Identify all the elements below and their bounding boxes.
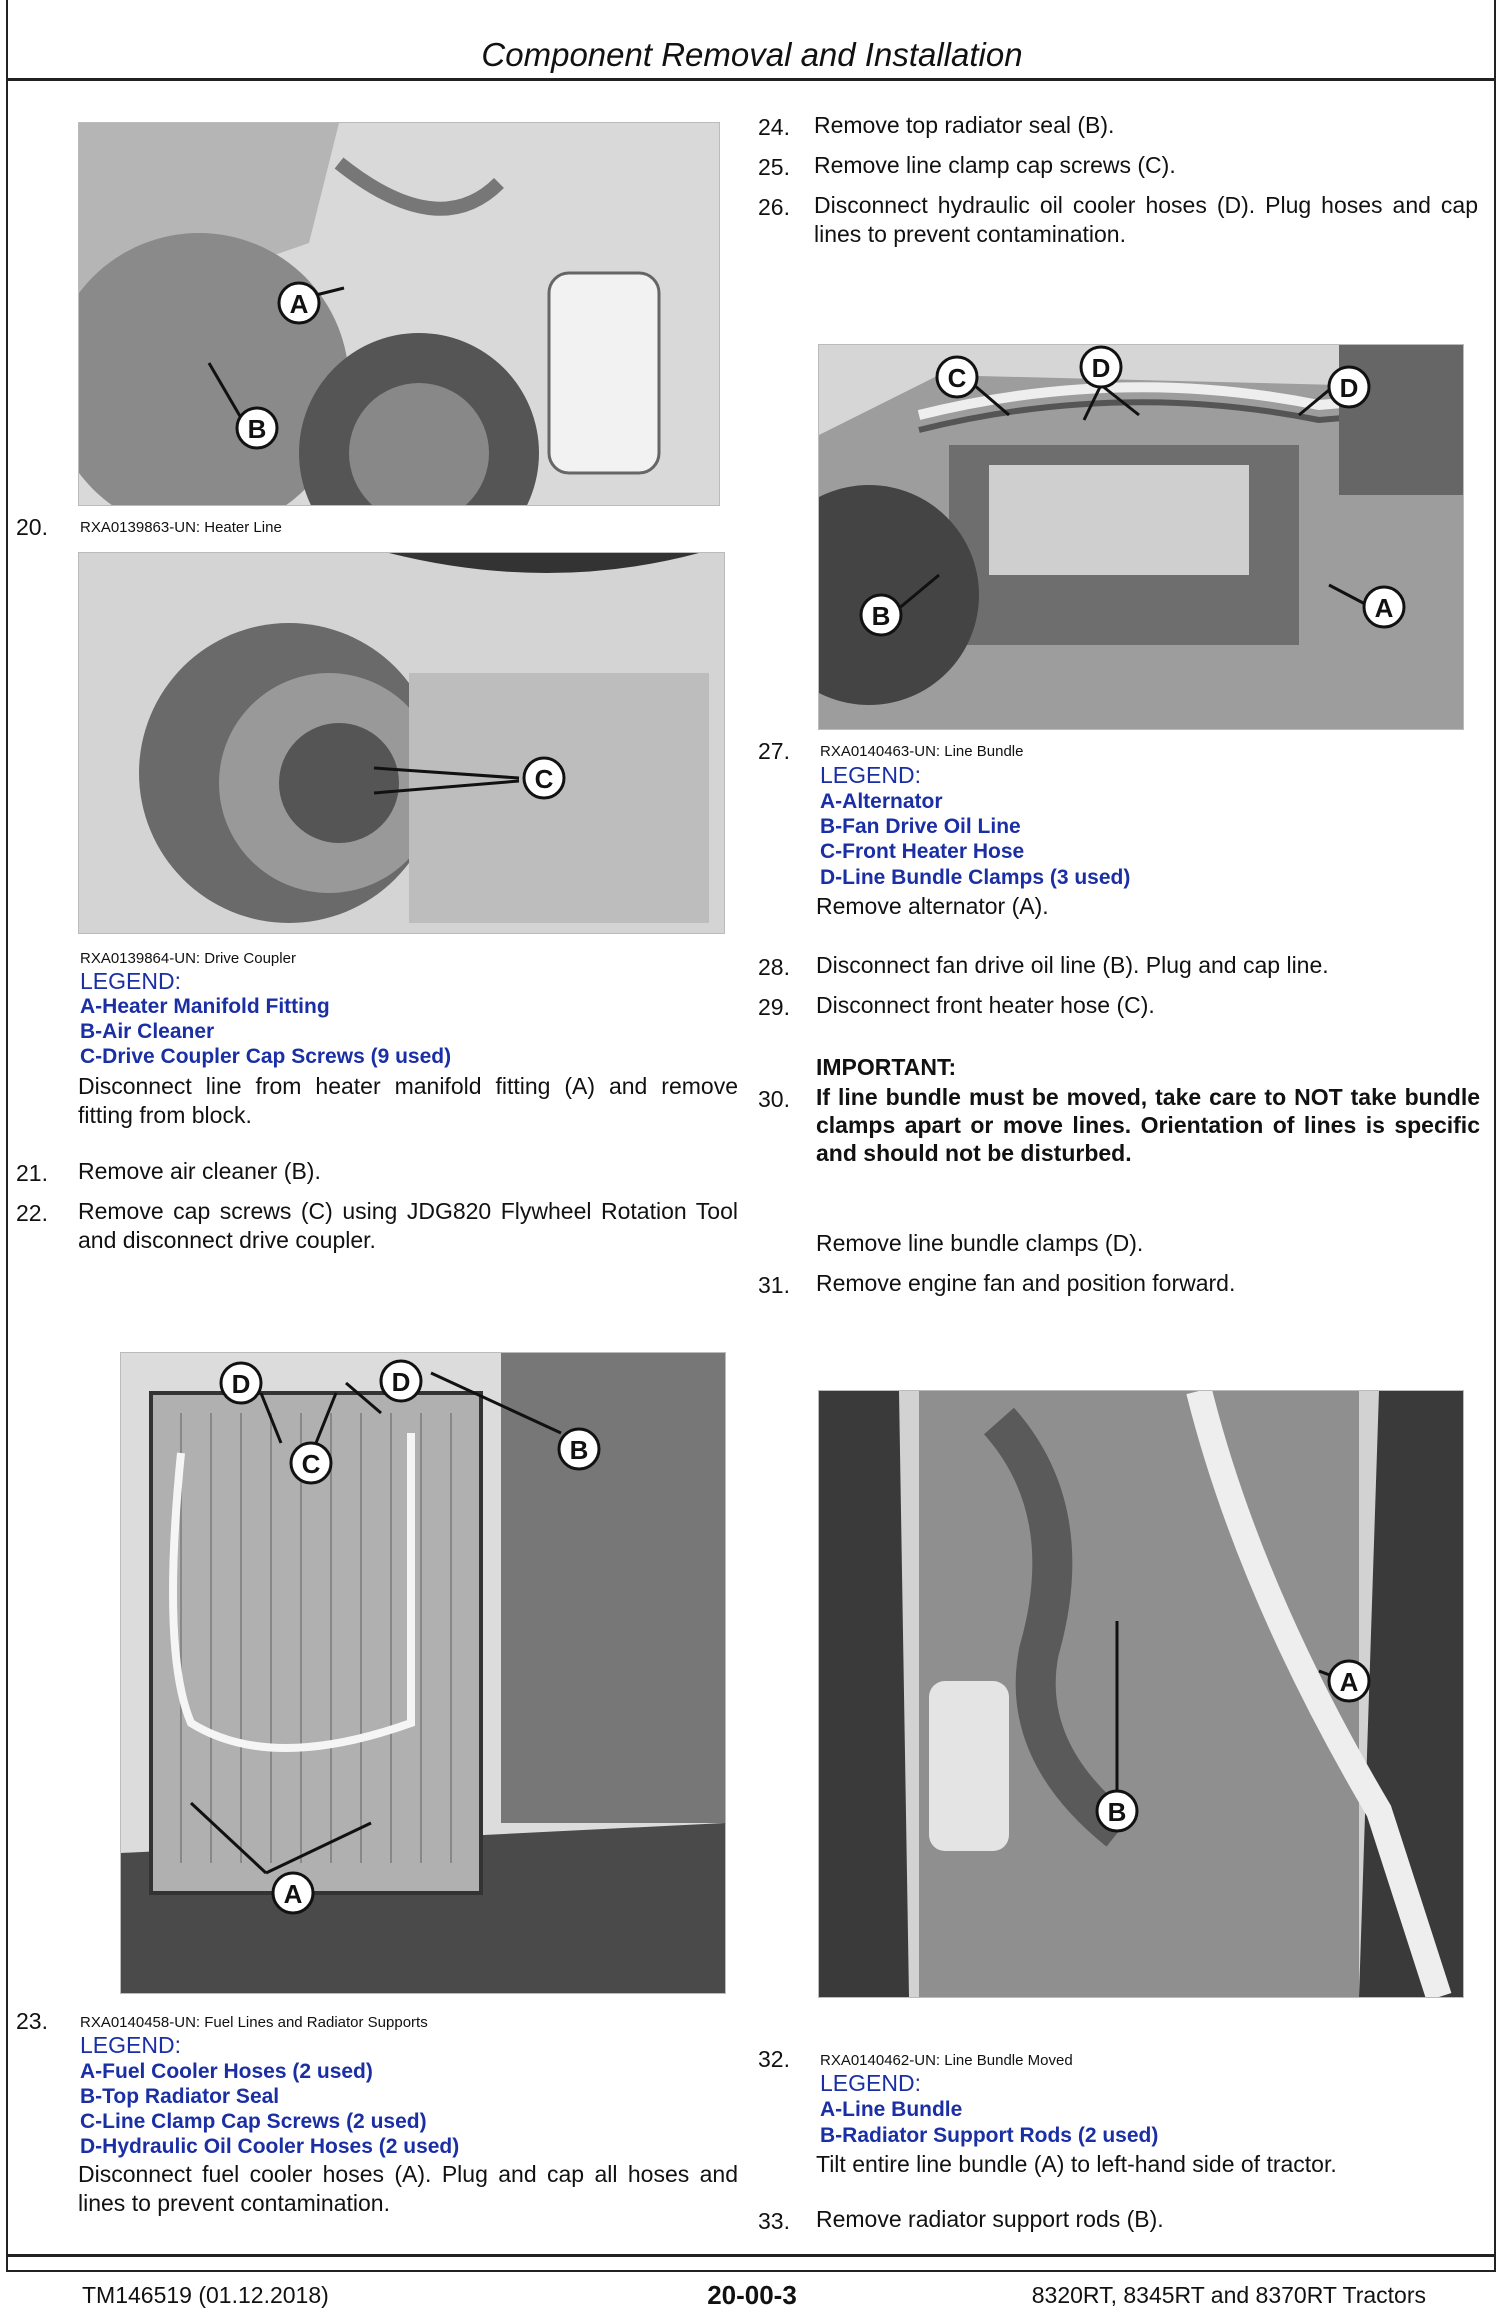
figure-caption: RXA0140462-UN: Line Bundle Moved: [820, 2052, 1073, 2069]
legend-item: C-Front Heater Hose: [820, 840, 1025, 863]
legend-title: LEGEND:: [820, 2070, 921, 2096]
legend-item: C-Drive Coupler Cap Screws (9 used): [80, 1045, 452, 1068]
step-text: Remove line clamp cap screws (C).: [814, 152, 1176, 178]
important-label: IMPORTANT:: [816, 1054, 957, 1080]
step-text: Tilt entire line bundle (A) to left-hand side of tractor.: [816, 2151, 1337, 2177]
legend-item: B-Top Radiator Seal: [80, 2085, 280, 2108]
callout-d: D: [1091, 353, 1111, 383]
figure-line-bundle-moved: [818, 1390, 1464, 1998]
step-number: 27.: [758, 738, 790, 764]
callout-b: B: [569, 1435, 589, 1465]
legend-item: B-Fan Drive Oil Line: [820, 815, 1021, 838]
important-text: If line bundle must be moved, take care to NOT take bundle clamps apart or move lines. Orientation of lines is specific and should not be disturbed.: [816, 1084, 1480, 1166]
step-text: Disconnect front heater hose (C).: [816, 992, 1155, 1018]
step-text: Remove radiator support rods (B).: [816, 2206, 1164, 2232]
page-title: Component Removal and Installation: [481, 36, 1023, 73]
callout-d: D: [231, 1369, 251, 1399]
step-text: Remove alternator (A).: [816, 893, 1049, 919]
step-text: Remove engine fan and position forward.: [816, 1270, 1236, 1296]
step-number: 23.: [16, 2008, 48, 2034]
callout-b: B: [247, 414, 267, 444]
callout-d: D: [391, 1367, 411, 1397]
step-text: Remove line bundle clamps (D).: [816, 1230, 1144, 1256]
callout-a: A: [283, 1879, 303, 1909]
step-number: 28.: [758, 954, 790, 980]
step-number: 29.: [758, 994, 790, 1020]
footer-doc-id: TM146519 (01.12.2018): [82, 2282, 329, 2308]
step-text: Disconnect line from heater manifold fitting (A) and remove fitting from block.: [78, 1073, 738, 1128]
step-text: Remove top radiator seal (B).: [814, 112, 1115, 138]
step-number: 33.: [758, 2208, 790, 2234]
callout-a: A: [1339, 1667, 1359, 1697]
callout-c: C: [947, 363, 967, 393]
legend-title: LEGEND:: [80, 2032, 181, 2058]
legend-item: A-Alternator: [820, 790, 943, 813]
step-text: Disconnect fuel cooler hoses (A). Plug and cap all hoses and lines to prevent contamination.: [78, 2161, 738, 2216]
callout-b: B: [1107, 1797, 1127, 1827]
legend-item: A-Heater Manifold Fitting: [80, 995, 330, 1018]
step-text: Disconnect fan drive oil line (B). Plug and cap line.: [816, 952, 1329, 978]
callout-c: C: [301, 1449, 321, 1479]
legend-item: B-Radiator Support Rods (2 used): [820, 2124, 1159, 2147]
figure-caption: RXA0139863-UN: Heater Line: [80, 519, 282, 536]
legend-item: D-Hydraulic Oil Cooler Hoses (2 used): [80, 2135, 460, 2158]
step-number: 22.: [16, 1200, 48, 1226]
figure-drive-coupler: [78, 552, 725, 934]
step-number: 32.: [758, 2046, 790, 2072]
page-number: 20-00-3: [707, 2280, 797, 2310]
callout-d: D: [1339, 373, 1359, 403]
step-text: Remove air cleaner (B).: [78, 1158, 321, 1184]
legend-item: B-Air Cleaner: [80, 1020, 215, 1043]
figure-fuel-lines-radiator: [120, 1352, 726, 1994]
step-number: 31.: [758, 1272, 790, 1298]
legend-title: LEGEND:: [820, 762, 921, 788]
figure-caption: RXA0140458-UN: Fuel Lines and Radiator Supports: [80, 2014, 428, 2031]
step-text: Disconnect hydraulic oil cooler hoses (D). Plug hoses and cap lines to prevent contamination.: [814, 192, 1478, 247]
footer-rule: [6, 2254, 1496, 2257]
step-number: 26.: [758, 194, 790, 220]
footer-model: 8320RT, 8345RT and 8370RT Tractors: [1031, 2282, 1426, 2308]
callout-c: C: [534, 764, 554, 794]
figure-caption: RXA0140463-UN: Line Bundle: [820, 743, 1024, 760]
step-number: 24.: [758, 114, 790, 140]
legend-item: A-Line Bundle: [820, 2098, 963, 2121]
callout-b: B: [871, 601, 891, 631]
figure-heater-line: [78, 122, 720, 506]
legend-item: D-Line Bundle Clamps (3 used): [820, 866, 1131, 889]
figure-caption: RXA0139864-UN: Drive Coupler: [80, 950, 296, 967]
legend-title: LEGEND:: [80, 968, 181, 994]
legend-item: C-Line Clamp Cap Screws (2 used): [80, 2110, 427, 2133]
step-text: Remove cap screws (C) using JDG820 Flywheel Rotation Tool and disconnect drive coupler.: [78, 1198, 738, 1253]
step-number: 20.: [16, 514, 48, 540]
legend-item: A-Fuel Cooler Hoses (2 used): [80, 2060, 373, 2083]
step-number: 25.: [758, 154, 790, 180]
callout-a: A: [1374, 593, 1394, 623]
callout-a: A: [289, 289, 309, 319]
step-number: 30.: [758, 1086, 790, 1112]
step-number: 21.: [16, 1160, 48, 1186]
header-rule: [6, 78, 1496, 81]
figure-line-bundle: [818, 344, 1464, 730]
